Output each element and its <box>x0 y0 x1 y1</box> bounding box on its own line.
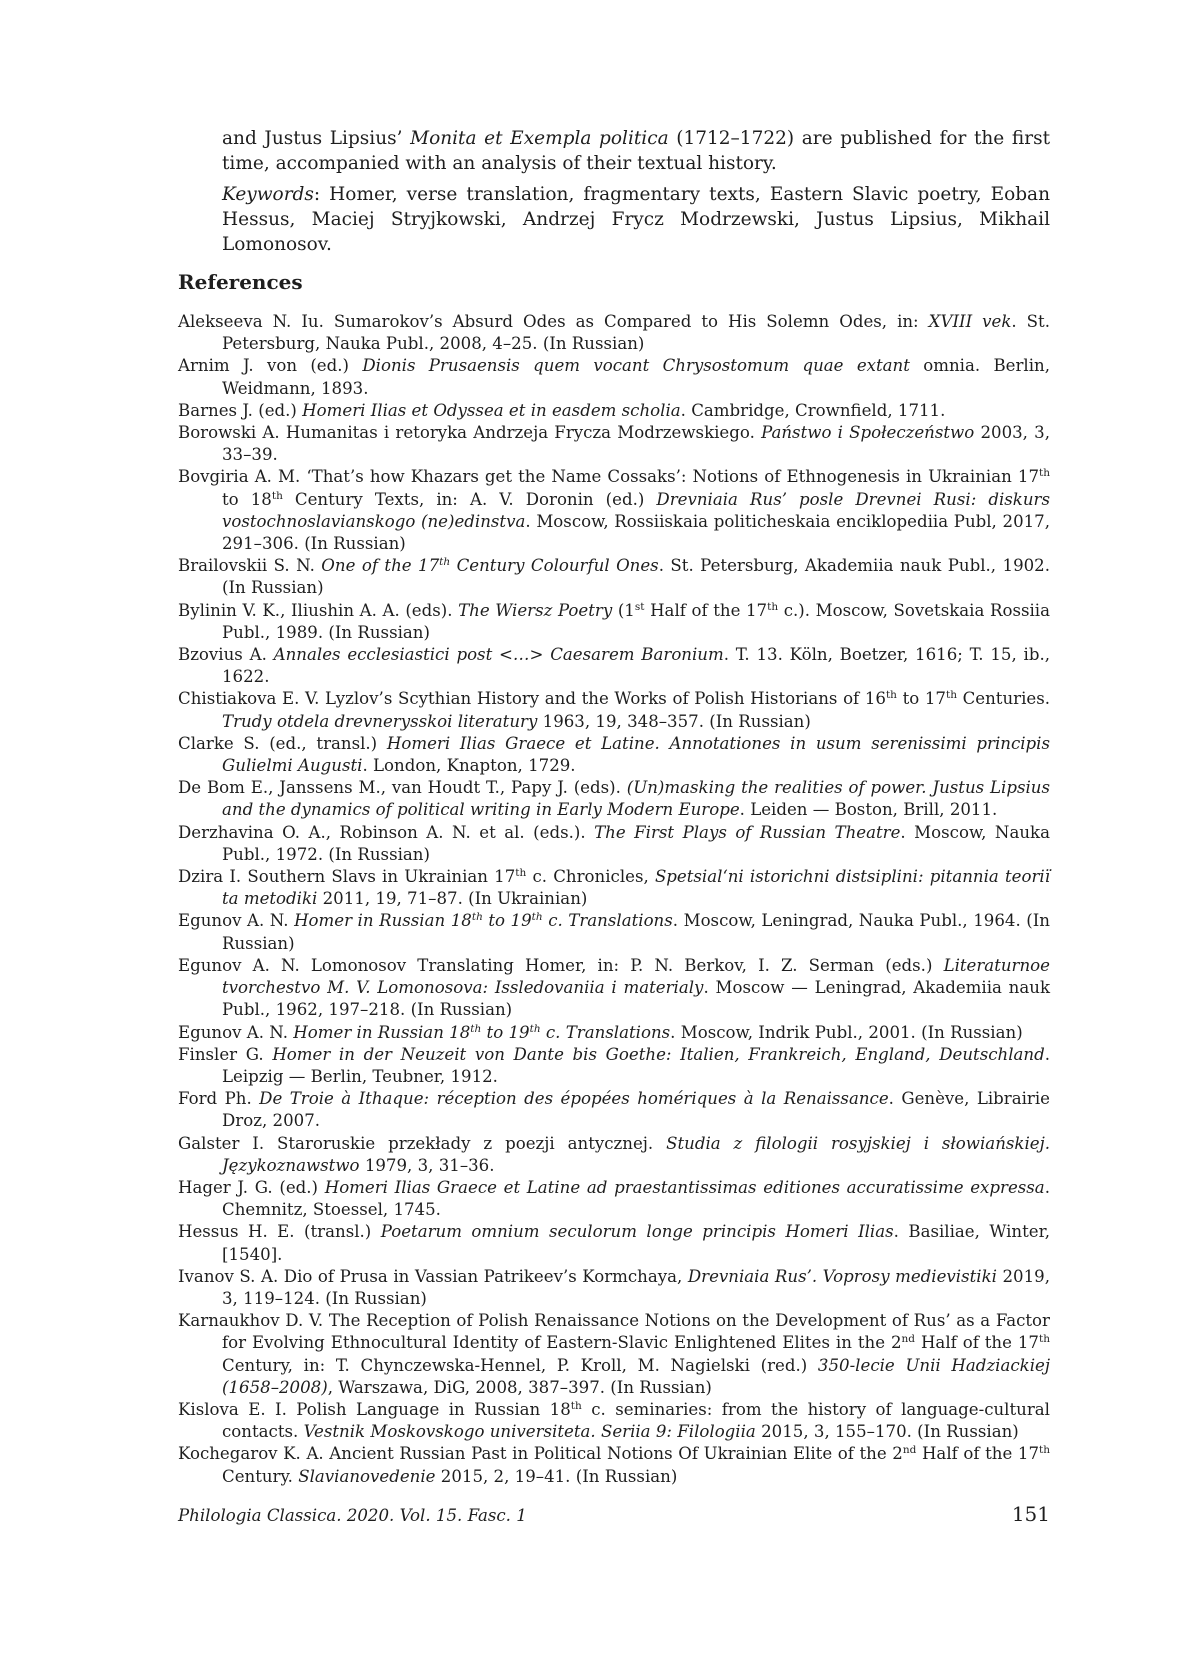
reference-superscript: th <box>945 689 957 702</box>
reference-superscript: th <box>531 911 543 924</box>
reference-title: Homer in der Neuzeit von Dante bis Goethe: Italien, Frankreich, England, Deutschland <box>272 1044 1045 1064</box>
reference-text: 2011, 19, 71–87. (In Ukrainian) <box>317 889 588 909</box>
reference-superscript: th <box>439 556 451 569</box>
reference-superscript: nd <box>901 1333 916 1346</box>
reference-superscript: th <box>515 867 527 880</box>
reference-item <box>178 422 1050 466</box>
reference-title: Homeri Ilias Graece et Latine ad praestantissimas editiones accuratissime expressa <box>324 1177 1045 1197</box>
reference-text: Barnes J. (ed.) <box>178 400 303 420</box>
reference-text: . T. 13. Köln, Boetzer, 1616; T. 15, ib., 1622. <box>222 645 1050 687</box>
reference-text: Hager J. G. (ed.) <box>178 1177 325 1197</box>
reference-title: Dionis Prusaensis quem vocant Chrysostomum quae extant <box>362 356 910 376</box>
reference-superscript: th <box>767 600 779 613</box>
reference-item <box>178 1443 1050 1487</box>
reference-text: Bovgiria A. M. ‘That’s how Khazars get the Name Cossaks’: Notions of Ethnogenesis in Ukrainian 17 <box>178 467 1040 487</box>
reference-text: 1963, 19, 348–357. (In Russian) <box>537 711 811 731</box>
reference-title: Państwo i Społeczeństwo <box>761 423 975 443</box>
reference-text: Bzovius A. <box>178 645 274 665</box>
reference-superscript: th <box>271 489 283 502</box>
reference-superscript: th <box>1039 467 1050 480</box>
reference-item <box>178 1266 1050 1310</box>
reference-text: . Moscow, Leningrad, Nauka Publ., 1964. (In Russian) <box>222 911 1050 953</box>
reference-item <box>178 910 1050 954</box>
references-heading: References <box>178 270 303 294</box>
reference-text: Borowski A. Humanitas i retoryka Andrzeja Frycza Modrzewskiego. <box>178 423 762 443</box>
reference-title: c. Translations <box>542 911 673 931</box>
reference-text: c.). Moscow, Sovetskaia Rossiia Publ., 1989. (In Russian) <box>222 600 1050 642</box>
reference-text: 2019, 3, 119–124. (In Russian) <box>222 1266 1050 1308</box>
reference-text: Bylinin V. K., Iliushin A. A. (eds). <box>178 600 459 620</box>
reference-superscript: th <box>1039 1333 1050 1346</box>
journal-citation: Philologia Classica. 2020. Vol. 15. Fasc. 1 <box>178 1506 527 1525</box>
reference-text: Karnaukhov D. V. The Reception of Polish Renaissance Notions on the Development of Rus’ as a Factor for Evolving Ethnocultural Identity of Eastern-Slavic Enlightened Elites in the 2 <box>178 1311 1050 1353</box>
reference-text: Century. <box>222 1466 299 1486</box>
reference-title: (Un)masking the realities of power. Justus Lipsius and the dynamics of political writing in Early Modern Europe <box>222 778 1050 820</box>
reference-item <box>178 866 1050 910</box>
reference-text: . Leiden — Boston, Brill, 2011. <box>739 800 998 820</box>
reference-text: 2015, 2, 19–41. (In Russian) <box>435 1466 678 1486</box>
references-list <box>178 311 1050 1488</box>
reference-superscript: nd <box>902 1444 917 1457</box>
reference-text: Finsler G. <box>178 1044 273 1064</box>
reference-text: Clarke S. (ed., transl.) <box>178 733 387 753</box>
reference-text: . Basiliae, Winter, [1540]. <box>222 1222 1050 1264</box>
reference-text: . Moscow — Leningrad, Akademiia nauk Publ., 1962, 197–218. (In Russian) <box>222 978 1051 1020</box>
reference-item <box>178 1022 1050 1044</box>
reference-text: (1 <box>612 600 635 620</box>
reference-text: . London, Knapton, 1729. <box>362 756 576 776</box>
reference-item <box>178 822 1050 866</box>
reference-item <box>178 777 1050 821</box>
reference-text: Kislova E. I. Polish Language in Russian 18 <box>178 1399 571 1419</box>
reference-text: Half of the 17 <box>915 1333 1039 1353</box>
reference-title: Slavianovedenie <box>298 1466 436 1486</box>
reference-title: c. Translations <box>540 1022 671 1042</box>
reference-title: De Troie à Ithaque: réception des épopées homériques à la Renaissance <box>259 1089 889 1109</box>
reference-text: c. seminaries: from the history of language-cultural contacts. <box>222 1399 1050 1442</box>
reference-text: . Cambridge, Crownfield, 1711. <box>680 400 946 420</box>
reference-text: 2015, 3, 155–170. (In Russian) <box>755 1422 1019 1442</box>
reference-item <box>178 355 1050 399</box>
abstract-paragraph <box>222 126 1050 176</box>
reference-text: Half of the 17 <box>916 1444 1040 1464</box>
reference-text: to 17 <box>896 689 946 709</box>
reference-title: Drevniaia Rus’. Voprosy medievistiki <box>687 1266 997 1286</box>
reference-text: Derzhavina O. A., Robinson A. N. et al. (eds.). <box>178 822 595 842</box>
reference-text: . St. Petersburg, Akademiia nauk Publ., 1902. (In Russian) <box>222 556 1051 598</box>
reference-text: . St. Petersburg, Nauka Publ., 2008, 4–25. (In Russian) <box>222 312 1050 354</box>
reference-text: Century Texts, in: A. V. Doronin (ed.) <box>282 489 657 509</box>
reference-item <box>178 688 1050 732</box>
reference-item <box>178 466 1050 555</box>
reference-item <box>178 600 1050 644</box>
reference-title: XVIII vek <box>928 312 1012 331</box>
reference-title: Spetsial‘ni istorichni distsiplini: pitannia teoriï ta metodiki <box>222 867 1051 909</box>
reference-text: . Moscow, Nauka Publ., 1972. (In Russian) <box>222 822 1050 864</box>
reference-title: to 19 <box>481 1022 530 1042</box>
reference-text: 1979, 3, 31–36. <box>359 1155 495 1175</box>
reference-text: Dzira I. Southern Slavs in Ukrainian 17 <box>178 867 516 887</box>
reference-superscript: th <box>570 1399 582 1412</box>
reference-text: Brailovskii S. N. <box>178 556 322 576</box>
keywords-paragraph <box>222 182 1050 257</box>
reference-text: Hessus H. E. (transl.) <box>178 1222 381 1242</box>
reference-item <box>178 955 1050 1022</box>
reference-item <box>178 1177 1050 1221</box>
abstract-continuation <box>222 126 1050 263</box>
reference-text: . Leipzig — Berlin, Teubner, 1912. <box>222 1044 1050 1086</box>
abstract-text-2: (1712–1722) are published for the first time, accompanied with an analysis of their textual history. <box>222 128 1051 174</box>
reference-item <box>178 1044 1050 1088</box>
reference-text: omnia. Berlin, Weidmann, 1893. <box>222 356 1050 398</box>
reference-text: to 18 <box>222 489 272 509</box>
keywords-label: Keywords <box>222 184 314 205</box>
reference-text: . Moscow, Rossiiskaia politicheskaia enciklopediia Publ, 2017, 291–306. (In Russian) <box>222 511 1051 554</box>
reference-item <box>178 1310 1050 1399</box>
reference-item <box>178 1221 1050 1265</box>
reference-title: Century Colourful Ones <box>450 556 659 576</box>
reference-text: , Warszawa, DiG, 2008, 387–397. (In Russian) <box>327 1377 712 1397</box>
reference-item <box>178 400 1050 422</box>
reference-text: Egunov A. N. <box>178 911 295 931</box>
reference-text: Chistiakova E. V. Lyzlov’s Scythian History and the Works of Polish Historians of 16 <box>178 689 886 709</box>
reference-item <box>178 1088 1050 1132</box>
reference-title: Drevniaia Rus’ posle Drevnei Rusi: diskurs vostochnoslavianskogo (ne)edinstva <box>222 489 1050 531</box>
reference-superscript: th <box>471 911 483 924</box>
reference-text: Kochegarov K. A. Ancient Russian Past in Political Notions Of Ukrainian Elite of the 2 <box>178 1444 903 1464</box>
reference-title: Homer in Russian 18 <box>294 911 472 931</box>
reference-text: Arnim J. von (ed.) <box>178 356 363 376</box>
reference-item <box>178 1399 1050 1443</box>
reference-title: to 19 <box>482 911 532 931</box>
reference-title: Homeri Ilias et Odyssea et in easdem scholia <box>302 400 681 420</box>
reference-text: Ford Ph. <box>178 1089 260 1109</box>
reference-text: . Moscow, Indrik Publ., 2001. (In Russian) <box>670 1022 1023 1042</box>
reference-superscript: th <box>885 689 897 702</box>
reference-title: Poetarum omnium seculorum longe principis Homeri Ilias <box>380 1222 894 1242</box>
reference-title: Homeri Ilias Graece et Latine. Annotationes in usum serenissimi principis Gulielmi Augusti <box>222 733 1050 776</box>
reference-text: c. Chronicles, <box>526 867 655 887</box>
abstract-work-title: Monita et Exempla politica <box>410 128 669 149</box>
reference-title: Studia z filologii rosyjskiej i słowiańskiej. Językoznawstwo <box>222 1133 1051 1175</box>
reference-item <box>178 311 1050 355</box>
page-number: 151 <box>1011 1502 1050 1526</box>
reference-item <box>178 733 1050 777</box>
reference-superscript: th <box>470 1022 482 1035</box>
reference-title: Literaturnoe tvorchestvo M. V. Lomonosova: Issledovaniia i materialy <box>222 955 1050 998</box>
reference-text: . Chemnitz, Stoessel, 1745. <box>222 1177 1050 1220</box>
reference-title: Trudy otdela drevnerysskoi literatury <box>222 711 538 731</box>
reference-title: Vestnik Moskovskogo universiteta. Seriia 9: Filologiia <box>303 1422 756 1442</box>
reference-text: Centuries. <box>956 689 1051 709</box>
reference-text: . Genève, Librairie Droz, 2007. <box>222 1089 1050 1131</box>
reference-title: Annales ecclesiastici post <…> Caesarem Baronium <box>273 645 724 665</box>
reference-text: Century, in: T. Chynczewska-Hennel, P. Kroll, M. Nagielski (red.) <box>222 1355 818 1375</box>
reference-text: Ivanov S. A. Dio of Prusa in Vassian Patrikeev’s Kormchaya, <box>178 1266 688 1286</box>
reference-text: Egunov A. N. Lomonosov Translating Homer, in: P. N. Berkov, I. Z. Serman (eds.) <box>178 955 944 975</box>
reference-text: Half of the 17 <box>644 600 768 620</box>
reference-title: Homer in Russian 18 <box>293 1022 471 1042</box>
reference-title: One of the 17 <box>321 556 440 576</box>
reference-title: 350-lecie Unii Hadziackiej (1658–2008) <box>222 1355 1050 1397</box>
reference-text: De Bom E., Janssens M., van Houdt T., Papy J. (eds). <box>178 778 627 798</box>
reference-item <box>178 1133 1050 1177</box>
reference-item <box>178 644 1050 688</box>
keywords-text: : Homer, verse translation, fragmentary texts, Eastern Slavic poetry, Eoban Hessus, Maciej Stryjkowski, Andrzej Frycz Modrzewski, Justus Lipsius, Mikhail Lomonosov. <box>222 184 1050 255</box>
reference-text: Egunov A. N. <box>178 1022 294 1042</box>
reference-title: The First Plays of Russian Theatre <box>594 822 901 842</box>
reference-superscript: st <box>634 600 645 613</box>
abstract-text-1: and Justus Lipsius’ <box>222 128 411 149</box>
reference-text: Alekseeva N. Iu. Sumarokov’s Absurd Odes as Compared to His Solemn Odes, in: <box>178 312 929 331</box>
reference-superscript: th <box>1039 1444 1050 1457</box>
reference-title: The Wiersz Poetry <box>458 600 613 620</box>
reference-text: 2003, 3, 33–39. <box>222 423 1050 465</box>
reference-superscript: th <box>529 1022 541 1035</box>
reference-item <box>178 555 1050 599</box>
reference-text: Galster I. Staroruskie przekłady z poezji antycznej. <box>178 1133 667 1153</box>
